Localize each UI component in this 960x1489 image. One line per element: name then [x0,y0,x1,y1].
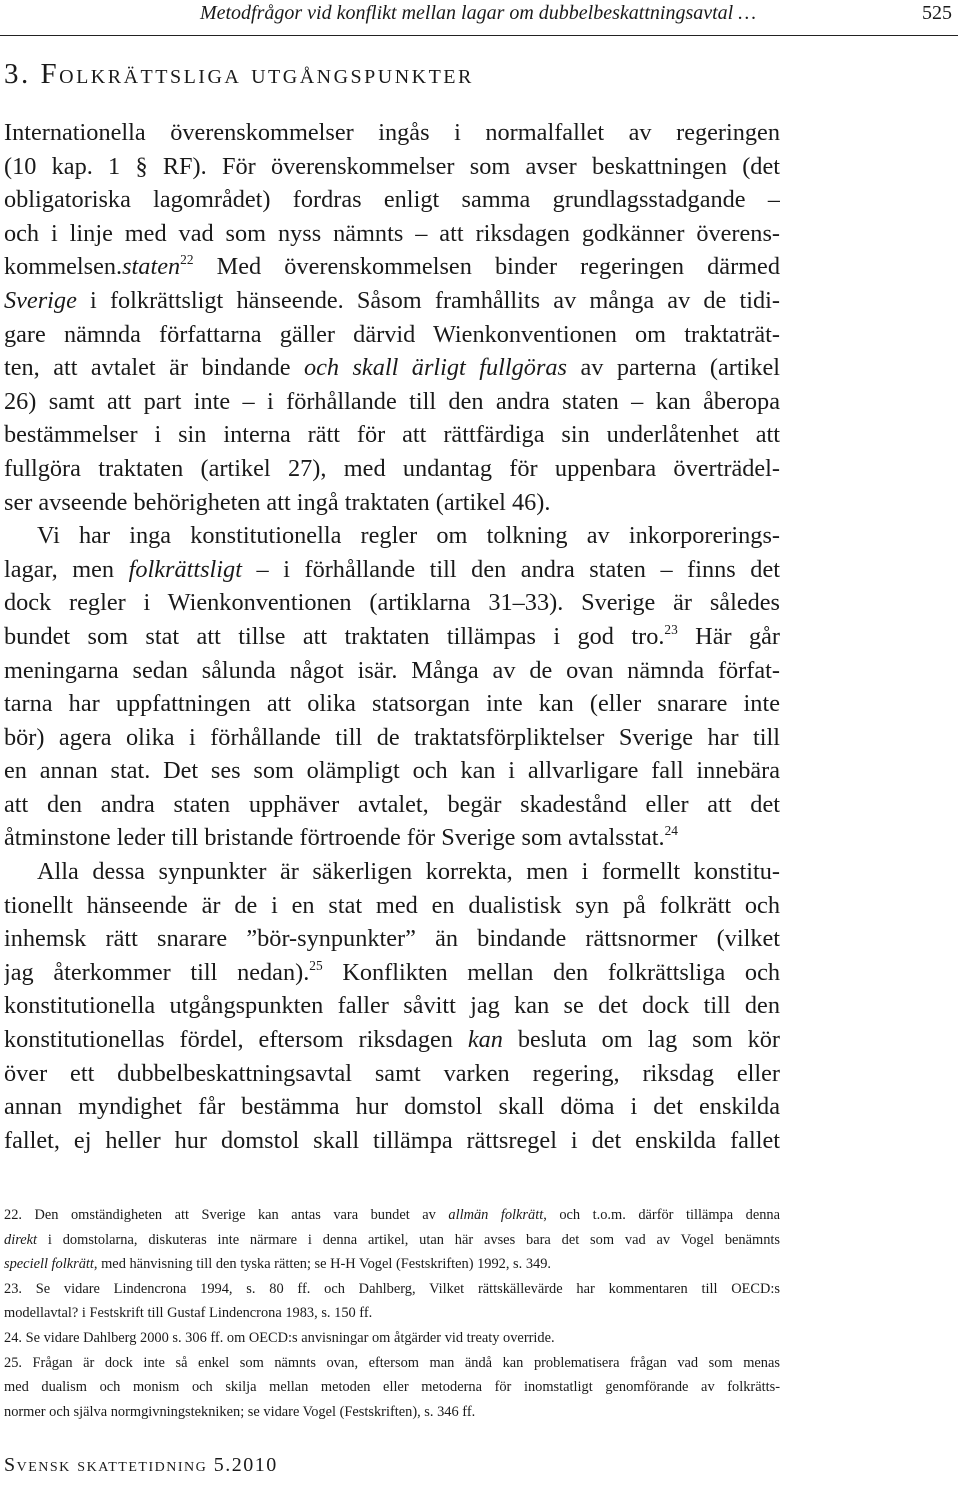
text-run: gare nämnda författarna gäller därvid Wienkonventionen om traktaträt- [4,320,780,348]
body-line [4,318,780,352]
text-run: modellavtal? i Festskrift till Gustaf Lindencrona 1983, s. 150 ff. [4,1305,373,1322]
body-line [4,1090,780,1124]
journal-footer: Svensk skattetidning 5.2010 [4,1454,278,1476]
text-run: Vi har inga konstitutionella regler om tolkning av inkorporerings- [37,522,780,550]
text-run: konstitutionella utgångspunkten faller såvitt jag kan se det dock till den [4,992,780,1020]
text-run: meningarna sedan sålunda något isär. Många av de ovan nämnda förfat- [4,656,780,684]
body-line [4,116,780,150]
text-run: tarna har uppfattningen att olika statsorgan inte kan (eller snarare inte [4,690,780,718]
text-run: 25. Frågan är dock inte så enkel som nämnts ovan, eftersom man ändå kan problematisera frågan vad som menas [4,1354,780,1371]
body-line [4,721,780,755]
text-run: Med överenskommelsen binder regeringen därmed [193,253,780,281]
text-run: tionellt hänseende är de i en stat med en dualistisk syn på folkrätt och [4,891,780,919]
body-line [4,855,780,889]
italic-run: kan [467,1026,503,1054]
italic-run: och skall ärligt fullgöras [303,354,568,382]
body-line [4,1057,780,1091]
text-run: (10 kap. 1 § RF). För överenskommelser som avser beskattningen (det [4,152,780,180]
text-run: jag återkommer till nedan). [4,958,310,986]
text-run: ser avseende behörigheten att ingå traktaten (artikel 46). [4,488,551,516]
text-run: dock regler i Wienkonventionen (artiklarna 31–33). Sverige är således [4,589,780,617]
body-text [4,116,780,1157]
footnote-line [4,1252,780,1277]
text-run: 23. Se vidare Lindencrona 1994, s. 80 ff. och Dahlberg, Vilket rättskällevärde har kommentaren till OECD:s [4,1280,780,1297]
footnote-line [4,1375,780,1400]
footnote-line [4,1277,780,1302]
body-line [4,754,780,788]
text-run: fullgöra traktaten (artikel 27), med undantag för uppenbara överträdel- [4,454,780,482]
text-run: 22. Den omständigheten att Sverige kan antas vara bundet av [4,1207,449,1223]
text-run: lagar, men [4,555,129,583]
body-line [4,956,780,990]
body-line [4,418,780,452]
body-line [4,654,780,688]
body-line [4,687,780,721]
body-line [4,351,780,385]
footnote-line [4,1326,780,1351]
text-run: åtminstone leder till bristande förtroende för Sverige som avtalsstat. [4,824,665,852]
text-run: Här går [677,622,780,650]
text-run: Konflikten mellan den folkrättsliga och [322,958,780,986]
body-line [4,553,780,587]
text-run: av parterna (artikel [567,354,780,382]
text-run: , och t.o.m. därför tillämpa denna [543,1207,780,1223]
text-run: normer och själva normgivningstekniken; se vidare Vogel (Festskriften), s. 346 ff. [4,1403,476,1420]
text-run: bör) agera olika i förhållande till de traktatsförpliktelser Sverige har till [4,723,780,751]
footnote-line [4,1301,780,1326]
text-run: Internationella överenskommelser ingås i normalfallet av regeringen [4,119,780,146]
italic-run: folkrättsligt [128,555,242,583]
body-line [4,183,780,217]
italic-run: speciell folkrätt [4,1256,94,1273]
text-run: – i förhållande till den andra staten – finns det [241,555,780,583]
italic-run: direkt [4,1231,38,1248]
page-number: 525 [922,2,952,24]
text-run: fallet, ej heller hur domstol skall tillämpa rättsregel i det enskilda fallet [4,1126,780,1154]
body-line [4,385,780,419]
text-run: annan myndighet får bestämma hur domstol skall döma i det enskilda [4,1093,780,1121]
footnote-ref: 25 [309,957,323,973]
body-line [4,1124,780,1158]
text-run: obligatoriska lagområdet) fordras enligt samma grundlagsstadgande – [4,186,780,214]
text-run: en annan stat. Det ses som olämpligt och kan i allvarligare fall innebära [4,757,780,785]
body-line [4,620,780,654]
text-run: i domstolarna, diskuteras inte närmare i denna artikel, utan här avses bara det som vad av Vogel benämnts [37,1231,780,1248]
italic-run: staten [122,253,181,281]
body-line [4,989,780,1023]
section-heading: 3. Folkrättsliga utgångspunkter [4,58,474,90]
body-line [4,217,780,251]
footnote-line [4,1400,780,1425]
footnote-ref: 22 [180,252,194,268]
text-run: kommelsen. [4,253,123,281]
body-line [4,889,780,923]
body-line [4,486,780,520]
body-line [4,586,780,620]
text-run: konstitutionellas fördel, eftersom riksdagen [4,1026,468,1054]
footnotes [4,1203,780,1424]
body-line [4,250,780,284]
body-line [4,519,780,553]
text-run: inhemsk rätt snarare ”bör-synpunkter” än bindande rättsnormer (vilket [4,925,780,953]
header-rule [0,35,958,36]
footnote-ref: 24 [664,823,678,839]
body-line [4,150,780,184]
text-run: bestämmelser i sin interna rätt för att rättfärdiga sin underlåtenhet att [4,421,780,449]
body-line [4,821,780,855]
footnote-line [4,1228,780,1253]
body-line [4,1023,780,1057]
running-title: Metodfrågor vid konflikt mellan lagar om dubbelbeskattningsavtal … [199,2,756,24]
footnote-line [4,1351,780,1376]
body-line [4,922,780,956]
text-run: 24. Se vidare Dahlberg 2000 s. 306 ff. om OECD:s anvisningar om åtgärder vid treaty override. [4,1329,555,1346]
text-run: bundet som stat att tillse att traktaten tillämpas i god tro. [4,622,665,650]
text-run: besluta om lag som kör [502,1026,780,1054]
text-run: och i linje med vad som nyss nämnts – att riksdagen godkänner överens- [4,219,780,247]
text-run: i folkrättsligt hänseende. Såsom framhållits av många av de tidi- [76,286,780,314]
footnote-ref: 23 [664,621,678,637]
italic-run: Sverige [4,286,77,314]
italic-run: allmän folkrätt [448,1207,544,1223]
footnote-line [4,1203,780,1228]
body-line [4,452,780,486]
body-line [4,284,780,318]
running-head [0,2,958,32]
text-run: Alla dessa synpunkter är säkerligen korrekta, men i formellt konstitu- [37,858,780,886]
text-run: att den andra staten upphäver avtalet, begär skadestånd eller att det [4,790,780,818]
body-line [4,788,780,822]
text-run: , med hänvisning till den tyska rätten; se H-H Vogel (Festskriften) 1992, s. 349. [93,1256,552,1273]
text-run: över ett dubbelbeskattningsavtal samt varken regering, riksdag eller [4,1059,780,1087]
text-run: 26) samt att part inte – i förhållande till den andra staten – kan åberopa [4,387,780,415]
text-run: ten, att avtalet är bindande [4,354,304,382]
text-run: med dualism och monism och skilja mellan metoden eller metoderna för inomstatligt genomförande av folkrätts- [4,1379,780,1396]
